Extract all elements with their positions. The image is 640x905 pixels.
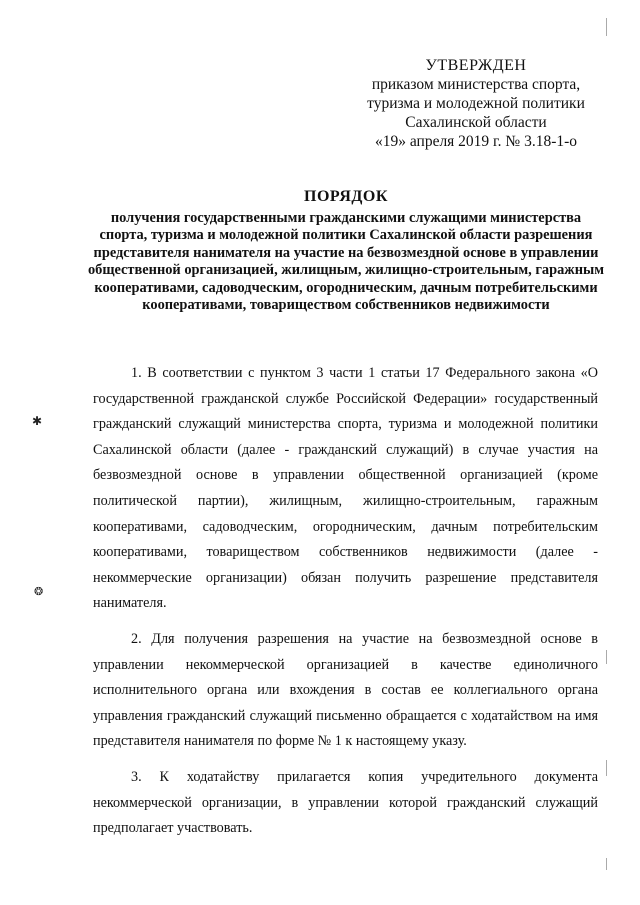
document-body bbox=[93, 361, 598, 852]
approval-line: Сахалинской области bbox=[405, 114, 547, 131]
approval-date-line: «19» апреля 2019 г. № 3.18-1-о bbox=[374, 133, 578, 150]
paragraph-2: 2. Для получения разрешения на участие на безвозмездной основе в управлении некоммерческой организацией в качестве единоличного исполнительного органа или вхождения в состав ее коллегиального органа управления гражданский служащий письменно обращается с ходатайством на имя представителя нанимателя по форме № 1 к настоящему указу. bbox=[93, 630, 598, 750]
scan-speck-icon: ❂ bbox=[34, 586, 44, 598]
document-title bbox=[86, 188, 606, 314]
approval-line: приказом министерства спорта, bbox=[371, 76, 581, 93]
scan-edge-mark bbox=[606, 858, 607, 870]
scan-edge-mark bbox=[606, 650, 607, 664]
approval-line: туризма и молодежной политики bbox=[367, 95, 585, 112]
approval-heading: УТВЕРЖДЕН bbox=[425, 57, 527, 74]
scan-edge-mark bbox=[606, 18, 607, 36]
paragraph-1: 1. В соответствии с пунктом 3 части 1 статьи 17 Федерального закона «О государственной гражданской службе Российской Федерации» государственный гражданский служащий министерства спорта, туризма и молодежной политики Сахалинской области (далее - гражданский служащий) в случае участия на безвозмездной основе в управлении общественной организацией (кроме политической партии), жилищным, жилищно-строительным, гаражным кооперативами, садоводческим, огородническим, дачным потребительским кооперативами, товариществом собственников недвижимости (далее - некоммерческие организации) обязан получить разрешение представителя нанимателя. bbox=[93, 365, 598, 612]
title-subtitle: получения государственными гражданскими служащими министерства спорта, туризма и молодежной политики Сахалинской области разрешения представителя нанимателя на участие на безвозмездной основе в управлении общественной организацией, жилищным, жилищно-строительным, гаражным кооперативами, садоводческим, огородническим, дачным потребительскими кооперативами, товариществом собственников недвижимости bbox=[87, 210, 605, 314]
title-word: ПОРЯДОК bbox=[304, 188, 388, 205]
scan-speck-icon: ✱ bbox=[32, 414, 43, 428]
paragraph-3: 3. К ходатайству прилагается копия учредительного документа некоммерческой организации, в управлении которой гражданский служащий предполагает участвовать. bbox=[93, 768, 598, 837]
approval-stamp bbox=[348, 56, 604, 151]
scan-edge-mark bbox=[606, 760, 607, 776]
